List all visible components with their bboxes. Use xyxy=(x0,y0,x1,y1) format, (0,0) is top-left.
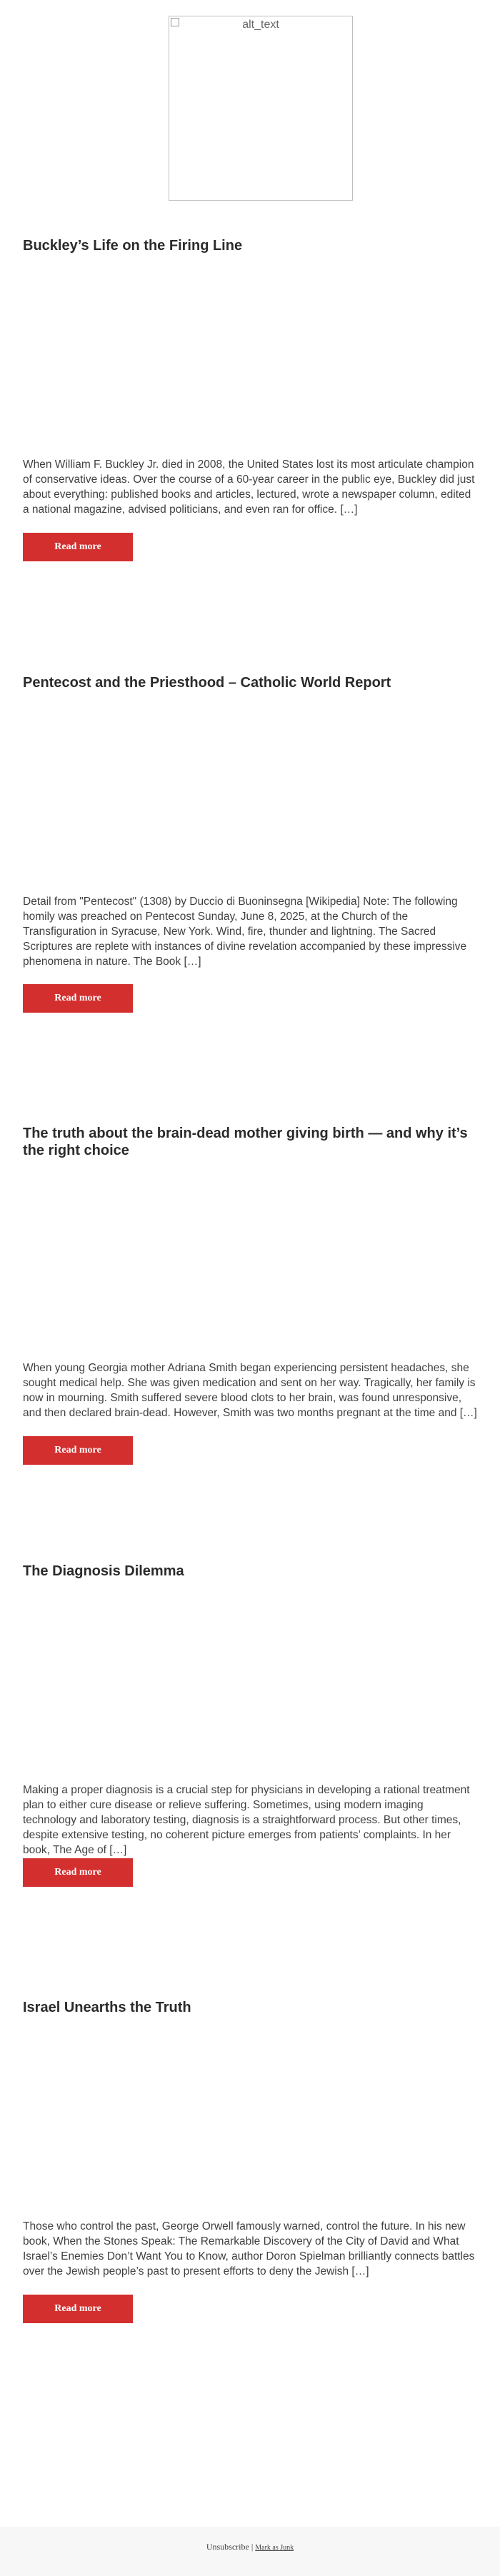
article-title[interactable]: The Diagnosis Dilemma xyxy=(23,1563,184,1579)
article-excerpt: Those who control the past, George Orwell famously warned, control the future. In his new book, When the Stones Speak: The Remarkable Discovery of the City of David and What Israel’s Enemies Don’t Want You to Know, author Doron Spielman brilliantly connects battles over the Jewish people’s past to present efforts to deny the Jewish […] xyxy=(23,2220,475,2277)
unsubscribe-link[interactable]: Unsubscribe xyxy=(206,2542,249,2552)
article-title[interactable]: Israel Unearths the Truth xyxy=(23,2000,191,2015)
article-card xyxy=(23,1563,477,1878)
footer xyxy=(0,2527,500,2576)
read-more-button[interactable]: Read more xyxy=(23,2295,133,2323)
article-card xyxy=(23,1125,477,1455)
read-more-button[interactable]: Read more xyxy=(23,984,133,1013)
logo-image xyxy=(169,16,353,201)
article-card xyxy=(23,674,477,1003)
read-more-button[interactable]: Read more xyxy=(23,533,133,561)
logo-alt-text: alt_text xyxy=(242,19,279,31)
article-title[interactable]: Buckley’s Life on the Firing Line xyxy=(23,238,243,254)
article-card xyxy=(23,237,477,552)
article-excerpt: Detail from "Pentecost" (1308) by Duccio di Buoninsegna [Wikipedia] Note: The following homily was preached on Pentecost Sunday, June 8, 2025, at the Church of the Transfiguration in Syracuse, New York. Wind, fire, thunder and lightning. The Sacred Scriptures are replete with instances of divine revelation accompanied by these impressive phenomena in nature. The Book […] xyxy=(23,896,467,968)
article-excerpt: When William F. Buckley Jr. died in 2008, the United States lost its most articulate champion of conservative ideas. Over the course of a 60-year career in the public eye, Buckley did just about everything: published books and articles, lectured, wrote a newspaper column, edited a national magazine, advised politicians, and even ran for office. […] xyxy=(23,458,475,516)
read-more-button[interactable]: Read more xyxy=(23,1858,133,1887)
article-title[interactable]: Pentecost and the Priesthood – Catholic World Report xyxy=(23,675,391,691)
footer-links xyxy=(0,2542,500,2552)
mark-as-junk-link[interactable]: Mark as Junk xyxy=(255,2544,294,2552)
read-more-button[interactable]: Read more xyxy=(23,1436,133,1465)
article-title[interactable]: The truth about the brain-dead mother giving birth — and why it’s the right choice xyxy=(23,1126,468,1158)
footer-separator: | xyxy=(251,2542,254,2552)
article-excerpt: When young Georgia mother Adriana Smith began experiencing persistent headaches, she sought medical help. She was given medication and sent on her way. Tragically, her family is now in mourning. Smith suffered severe blood clots to her brain, was found unresponsive, and then declared brain-dead. However, Smith was two months pregnant at the time and […] xyxy=(23,1362,477,1419)
article-excerpt: Making a proper diagnosis is a crucial step for physicians in developing a rational treatment plan to either cure disease or relieve suffering. Sometimes, using modern imaging technology and laboratory testing, diagnosis is a straightforward process. But other times, despite extensive testing, no coherent picture emerges from patients’ complaints. In her book, The Age of […] xyxy=(23,1784,470,1856)
article-card xyxy=(23,1999,477,2314)
